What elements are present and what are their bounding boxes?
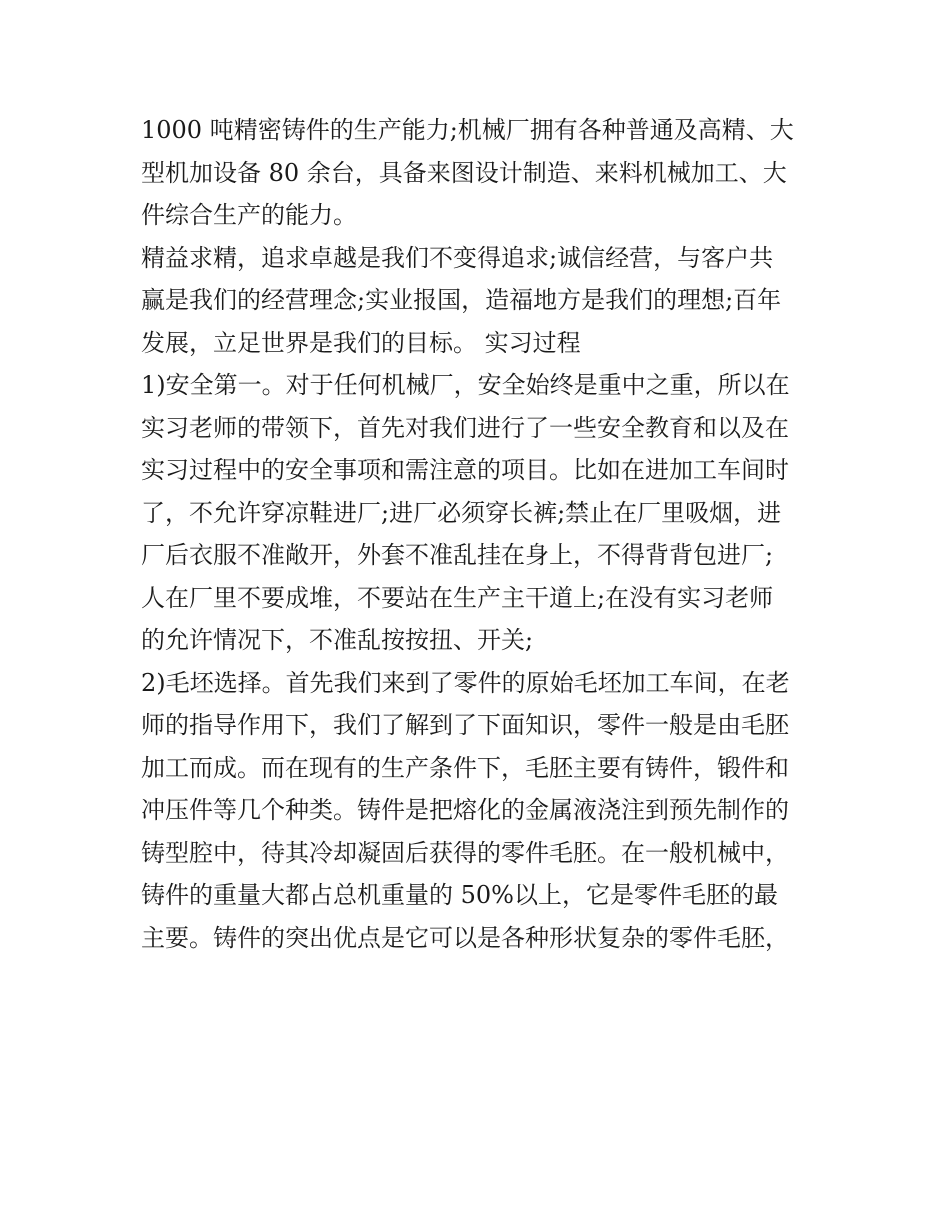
text-line: 师的指导作用下，我们了解到了下面知识，零件一般是由毛胚 [141, 711, 789, 739]
text-line: 厂后衣服不准敞开，外套不准乱挂在身上，不得背背包进厂; [141, 541, 774, 569]
text-line: 赢是我们的经营理念;实业报国，造福地方是我们的理想;百年 [141, 286, 782, 314]
text-line: 了，不允许穿凉鞋进厂;进厂必须穿长裤;禁止在厂里吸烟，进 [141, 498, 782, 527]
text-line: 人在厂里不要成堆，不要站在生产主干道上;在没有实习老师 [141, 583, 774, 612]
text-line: 实习过程中的安全事项和需注意的项目。比如在进加工车间时 [141, 456, 789, 484]
text-line: 发展，立足世界是我们的目标。 实习过程 [141, 328, 581, 357]
text-line: 2)毛坯选择。首先我们来到了零件的原始毛坯加工车间，在老 [141, 668, 790, 697]
text-line: 冲压件等几个种类。铸件是把熔化的金属液浇注到预先制作的 [141, 796, 789, 824]
text-line: 铸型腔中，待其冷却凝固后获得的零件毛胚。在一般机械中， [141, 838, 789, 867]
text-line: 1)安全第一。对于任何机械厂，安全始终是重中之重，所以在 [141, 371, 790, 399]
text-line: 主要。铸件的突出优点是它可以是各种形状复杂的零件毛胚， [141, 923, 789, 952]
text-line: 1000 吨精密铸件的生产能力;机械厂拥有各种普通及高精、大 [141, 116, 794, 144]
text-line: 型机加设备 80 余台，具备来图设计制造、来料机械加工、大 [141, 158, 787, 187]
text-line: 的允许情况下，不准乱按按扭、开关; [141, 626, 534, 654]
body-text [141, 109, 811, 959]
text-line: 实习老师的带领下，首先对我们进行了一些安全教育和以及在 [141, 413, 789, 442]
text-line: 件综合生产的能力。 [141, 201, 357, 229]
text-line: 精益求精，追求卓越是我们不变得追求;诚信经营，与客户共 [141, 243, 774, 272]
text-line: 加工而成。而在现有的生产条件下，毛胚主要有铸件，锻件和 [141, 753, 789, 782]
text-line: 铸件的重量大都占总机重量的 50%以上，它是零件毛胚的最 [141, 881, 778, 909]
